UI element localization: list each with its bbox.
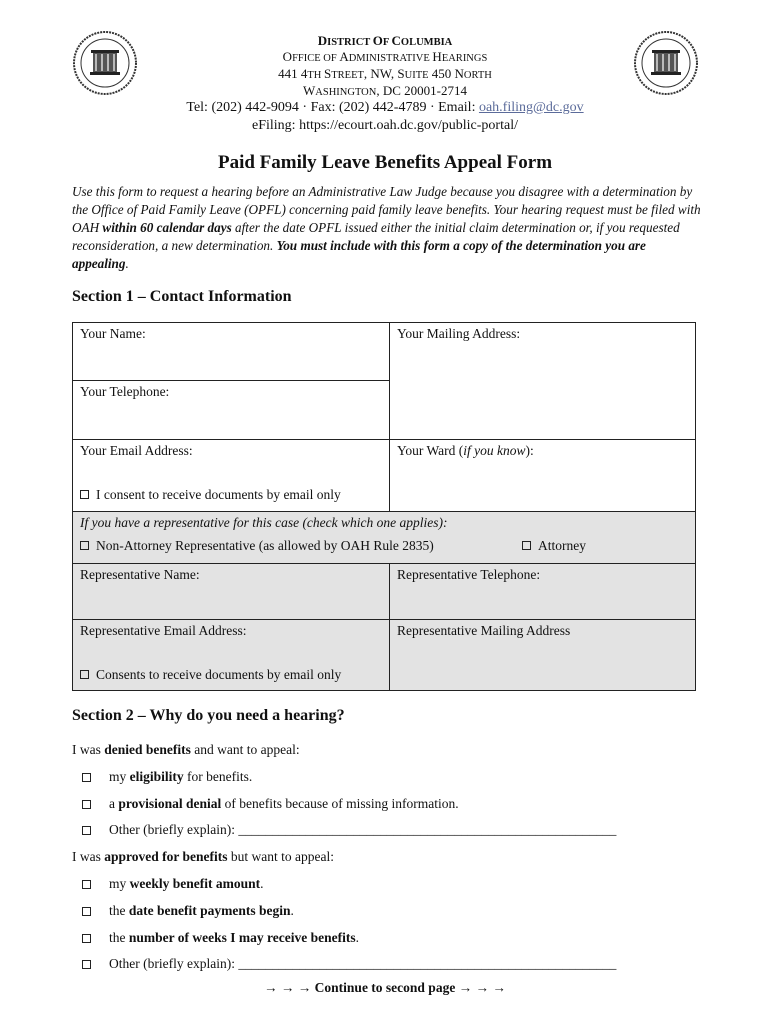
city-address: WASHINGTON, DC 20001-2714 [303,83,467,98]
weekly-amount-checkbox[interactable] [82,880,91,889]
provisional-denial-option: a provisional denial of benefits because of missing information. [109,796,459,811]
payment-date-checkbox[interactable] [82,907,91,916]
section1-heading: Section 1 – Contact Information [72,288,292,305]
rep-consent-option[interactable]: Consents to receive documents by email only [80,667,341,683]
denied-label: I was denied benefits and want to appeal: [72,742,300,757]
provisional-denial-checkbox[interactable] [82,800,91,809]
eligibility-checkbox[interactable] [82,773,91,782]
district-heading: DISTRICT OF COLUMBIA [317,33,453,48]
eligibility-option: my eligibility for benefits. [109,769,253,784]
attorney-option[interactable]: Attorney [522,538,586,554]
attorney-checkbox[interactable] [522,541,531,550]
rep-consent-checkbox[interactable] [80,670,89,679]
consent-email-checkbox[interactable] [80,490,89,499]
representative-type-row: If you have a representative for this case (check which one applies): [72,511,696,564]
other-denied-checkbox[interactable] [82,826,91,835]
consent-email-option[interactable]: I consent to receive documents by email only [80,487,341,503]
other-approved-checkbox[interactable] [82,960,91,969]
other-approved-explain[interactable]: Other (briefly explain): ________________________________________________________ [109,956,617,971]
continue-note: → → → Continue to second page → → → [264,980,506,995]
non-attorney-checkbox[interactable] [80,541,89,550]
rep-mailing-field[interactable]: Representative Mailing Address [389,619,696,691]
section2-heading: Section 2 – Why do you need a hearing? [72,707,345,724]
rep-name-field[interactable]: Representative Name: [72,563,390,620]
approved-label: I was approved for benefits but want to appeal: [72,849,334,864]
your-name-field[interactable]: Your Name: [72,322,390,381]
other-denied-explain[interactable]: Other (briefly explain): ________________________________________________________ [109,822,617,837]
form-title: Paid Family Leave Benefits Appeal Form [217,152,553,173]
telephone-field[interactable]: Your Telephone: [72,380,390,440]
non-attorney-option[interactable]: Non-Attorney Representative (as allowed by OAH Rule 2835) [80,538,434,554]
mailing-address-field[interactable]: Your Mailing Address: [389,322,696,440]
office-heading: OFFICE OF ADMINISTRATIVE HEARINGS [282,49,488,64]
ward-field[interactable]: Your Ward (if you know): [389,439,696,512]
form-intro: Use this form to request a hearing before an Administrative Law Judge because you disagree with a determination by the Office of Paid Family Leave (OPFL) concerning paid family leave benefits. Your hearing request must be filed with OAH within 60 calendar days after the date OPFL issued either the initial claim determination or, if you requested reconsideration, a new determination. You must include with this form a copy of the determination you are appealing. [72,184,701,271]
contact-line: Tel: (202) 442-9094 · Fax: (202) 442-4789 · Email: oah.filing@dc.gov [186,100,584,115]
email-link[interactable]: oah.filing@dc.gov [478,100,584,115]
weekly-amount-option: my weekly benefit amount. [109,876,264,891]
payment-date-option: the date benefit payments begin. [109,903,294,918]
number-of-weeks-option: the number of weeks I may receive benefits. [109,930,359,945]
email-address-field[interactable]: Your Email Address: [72,439,390,512]
efiling-line: eFiling: https://ecourt.oah.dc.gov/public-portal/ [252,118,518,133]
number-of-weeks-checkbox[interactable] [82,934,91,943]
rep-telephone-field[interactable]: Representative Telephone: [389,563,696,620]
street-address: 441 4TH STREET, NW, SUITE 450 NORTH [278,66,492,81]
rep-email-field[interactable]: Representative Email Address: [72,619,390,691]
